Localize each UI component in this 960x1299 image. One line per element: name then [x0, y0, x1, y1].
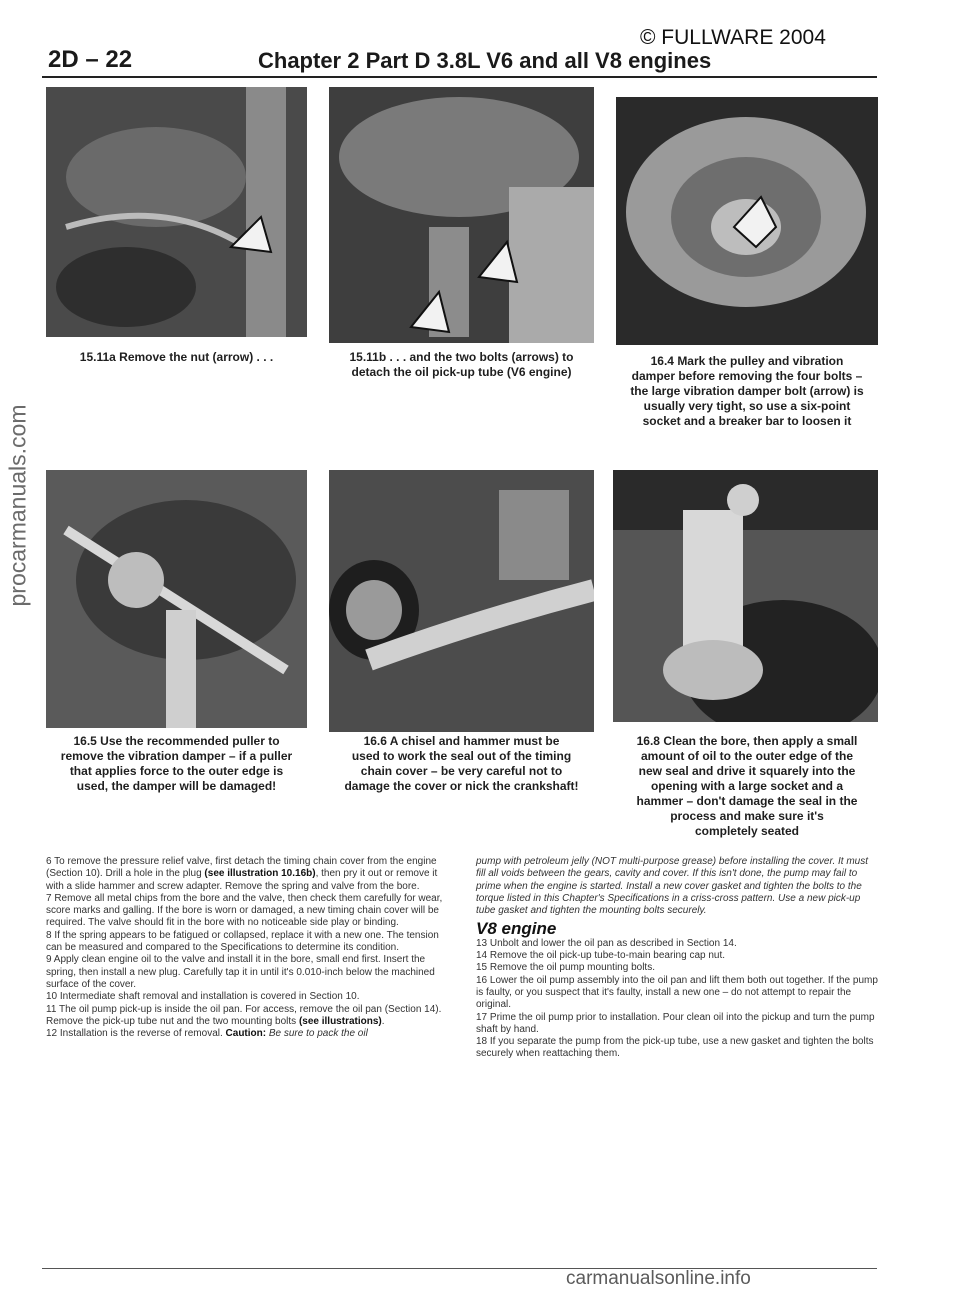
paragraph-13: 13 Unbolt and lower the oil pan as described in Section 14. [476, 937, 737, 949]
section-heading-v8: V8 engine [476, 919, 557, 939]
footer-watermark: carmanualsonline.info [566, 1268, 751, 1289]
paragraph-15: 15 Remove the oil pump mounting bolts. [476, 962, 655, 974]
photo-16-5 [46, 470, 307, 728]
paragraph-17: 17 Prime the oil pump prior to installation. Pour clean oil into the pickup and turn the pump shaft by hand. [476, 1011, 875, 1035]
footer-rule [42, 1268, 877, 1269]
paragraph-7: 7 Remove all metal chips from the bore and the valve, then check them carefully for wear, score marks and galling. If the bore is worn or damaged, a new timing chain cover will be required. The valve should fit in the bore with no noticeable side play or binding. [46, 892, 443, 929]
paragraph-8: 8 If the spring appears to be fatigued or collapsed, replace it with a new one. The tension can be measured and compared to the Specifications to determine its condition. [46, 929, 439, 954]
paragraph-18: 18 If you separate the pump from the pick-up tube, use a new gasket and tighten the bolts securely when reattaching them. [476, 1036, 874, 1060]
photo-16-8 [613, 470, 878, 722]
caption-16-6: 16.6 A chisel and hammer must be used to work the seal out of the timing chain cover – be very careful not to damage the cover or nick the crankshaft! [344, 734, 579, 793]
photo-15-11b [329, 87, 594, 343]
photo-15-11a [46, 87, 307, 337]
page-number: 2D – 22 [48, 46, 133, 73]
paragraph-9: 9 Apply clean engine oil to the valve and install it in the bore, small end first. Insert the spring, then install a new plug. Carefully tap it in until it's 0.010-inch below the machined surface of the cover. [46, 954, 435, 990]
header-rule [42, 76, 877, 78]
caption-15-11a: 15.11a Remove the nut (arrow) . . . [79, 350, 274, 364]
paragraph-6: 6 To remove the pressure relief valve, first detach the timing chain cover from the engine (Section 10). Drill a hole in the plug (see illustration 10.16b), then pry it out or remove it with a slide hammer and screw adapter. Remove the spring and valve from the bore. [46, 856, 438, 892]
body-left-column [46, 856, 446, 1040]
copyright-notice: © FULLWARE 2004 [640, 26, 826, 49]
engine-photo-nut [46, 87, 307, 337]
puller-photo [46, 470, 307, 728]
paragraph-10: 10 Intermediate shaft removal and installation is covered in Section 10. [46, 991, 360, 1003]
engine-photo-pickup [329, 87, 594, 343]
caution-continuation: pump with petroleum jelly (NOT multi-purpose grease) before installing the cover. It must fill all voids between the gears, cavity and cover. If this isn't done, the pump may fail to prime when the engine is started. Install a new cover gasket and tighten the bolts to the torque listed in this Chapter's Specifications in a criss-cross pattern. Use a new pick-up tube gasket and tighten the mounting bolts securely. [476, 856, 869, 917]
caption-16-4: 16.4 Mark the pulley and vibration damper before removing the four bolts – the large vibration damper bolt (arrow) is usually very tight, so use a six-point socket and a breaker bar to loosen it [630, 354, 864, 428]
seal-install-photo [613, 470, 878, 722]
paragraph-11: 11 The oil pump pick-up is inside the oil pan. For access, remove the oil pan (Section 14). Remove the pick-up tube nut and the two mounting bolts (see illustrations). [46, 1003, 442, 1027]
photo-16-4 [616, 97, 878, 345]
paragraph-16: 16 Lower the oil pump assembly into the oil pan and lift them both out together. If the pump is faulty, or you suspect that it's faulty, install a new one – do not attempt to repair the original. [476, 974, 878, 1011]
pulley-photo [616, 97, 878, 345]
body-right-column [476, 856, 878, 1061]
caption-16-5: 16.5 Use the recommended puller to remove the vibration damper – if a puller that applies force to the outer edge is used, the damper will be damaged! [60, 734, 293, 793]
paragraph-12: 12 Installation is the reverse of removal. Caution: Be sure to pack the oil [46, 1028, 368, 1040]
side-watermark: procarmanuals.com [4, 404, 31, 607]
photo-16-6 [329, 470, 594, 732]
paragraph-14: 14 Remove the oil pick-up tube-to-main bearing cap nut. [476, 950, 726, 962]
caption-16-8: 16.8 Clean the bore, then apply a small amount of oil to the outer edge of the new seal and drive it squarely into the opening with a large socket and a hammer – don't damage the seal in the process and make sure it's completely seated [636, 734, 858, 838]
chapter-title: Chapter 2 Part D 3.8L V6 and all V8 engines [258, 48, 712, 73]
chisel-photo [329, 470, 594, 732]
caption-15-11b: 15.11b . . . and the two bolts (arrows) to detach the oil pick-up tube (V6 engine) [349, 350, 574, 379]
